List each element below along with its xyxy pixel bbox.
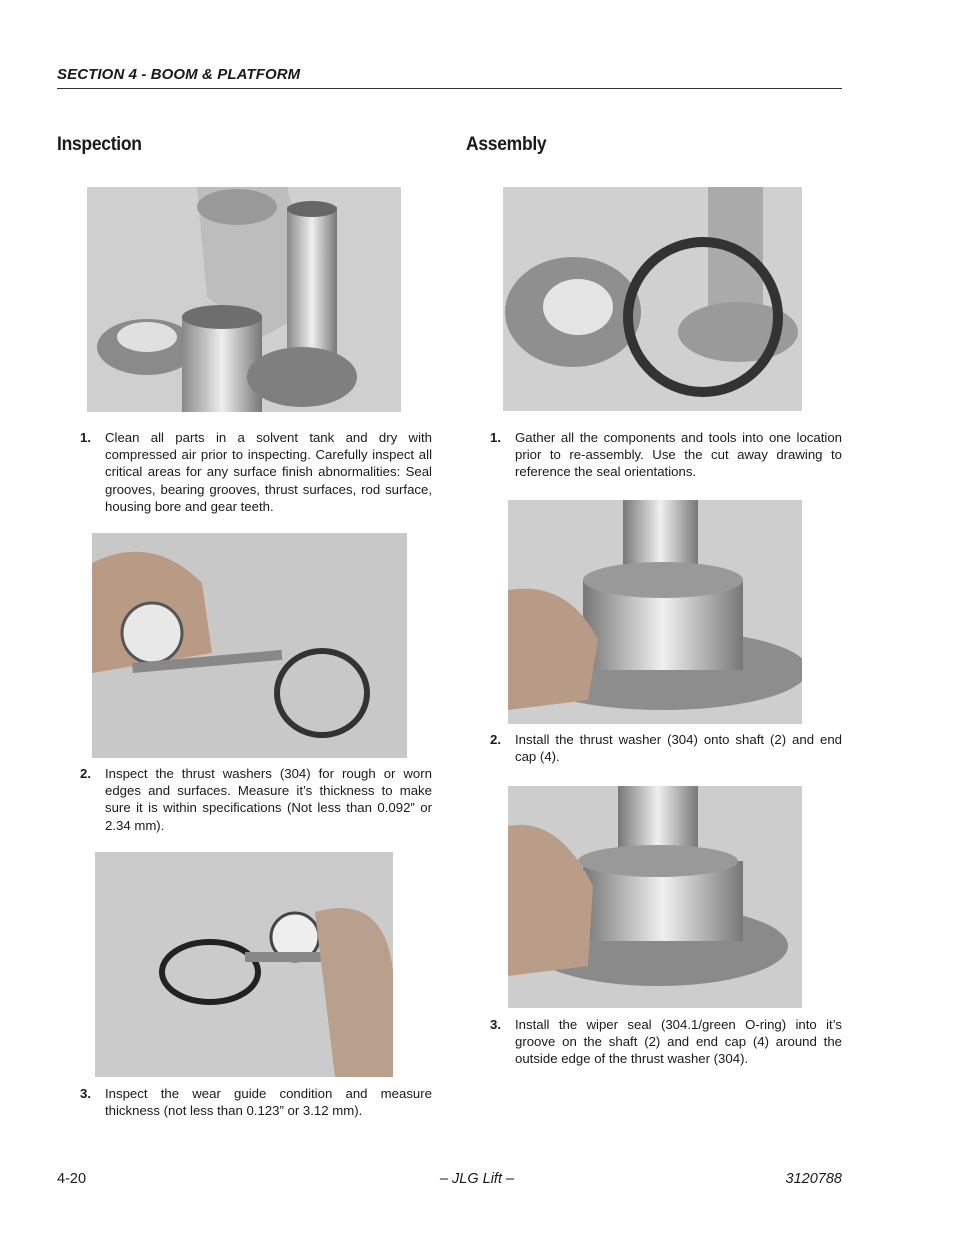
step-number: 1.	[490, 430, 501, 445]
photo-assembly-components	[503, 187, 802, 411]
step-text: Inspect the thrust washers (304) for rough or worn edges and surfaces. Measure it’s thickness to make sure it is within specifications (Not less than 0.092” or 2.34 mm).	[105, 766, 432, 833]
photo-install-wiper-seal	[508, 786, 802, 1008]
section-header: SECTION 4 - BOOM & PLATFORM	[57, 66, 842, 89]
assembly-step-1	[490, 429, 842, 481]
inspection-heading: Inspection	[57, 134, 142, 155]
step-text: Inspect the wear guide condition and measure thickness (not less than 0.123” or 3.12 mm).	[105, 1086, 432, 1119]
step-number: 3.	[490, 1017, 501, 1032]
step-text: Gather all the components and tools into one location prior to re-assembly. Use the cut away drawing to reference the seal orientations.	[515, 430, 842, 480]
step-number: 2.	[490, 732, 501, 747]
footer-brand: – JLG Lift –	[439, 1171, 515, 1187]
photo-install-thrust-washer	[508, 500, 802, 724]
step-number: 1.	[80, 430, 91, 445]
step-number: 3.	[80, 1086, 91, 1101]
footer-doc-number: 3120788	[785, 1171, 842, 1187]
photo-measure-wear-guide	[95, 852, 393, 1077]
assembly-step-2	[490, 731, 842, 765]
assembly-heading: Assembly	[466, 134, 547, 155]
photo-measure-thrust-washer	[92, 533, 407, 758]
step-number: 2.	[80, 766, 91, 781]
inspection-step-1	[80, 429, 432, 515]
photo-inspection-parts	[87, 187, 401, 412]
step-text: Install the wiper seal (304.1/green O-ring) into it’s groove on the shaft (2) and end cap (4) around the outside edge of the thrust washer (304).	[515, 1017, 842, 1067]
inspection-step-2	[80, 765, 432, 834]
inspection-step-3	[80, 1085, 432, 1119]
footer-page-number: 4-20	[57, 1171, 87, 1187]
assembly-step-3	[490, 1016, 842, 1068]
step-text: Clean all parts in a solvent tank and dry with compressed air prior to inspecting. Carefully inspect all critical areas for any surface finish abnormalities: Seal grooves, bearing grooves, thrust surfaces, rod surface, housing bore and gear teeth.	[105, 430, 432, 514]
step-text: Install the thrust washer (304) onto shaft (2) and end cap (4).	[515, 732, 842, 765]
